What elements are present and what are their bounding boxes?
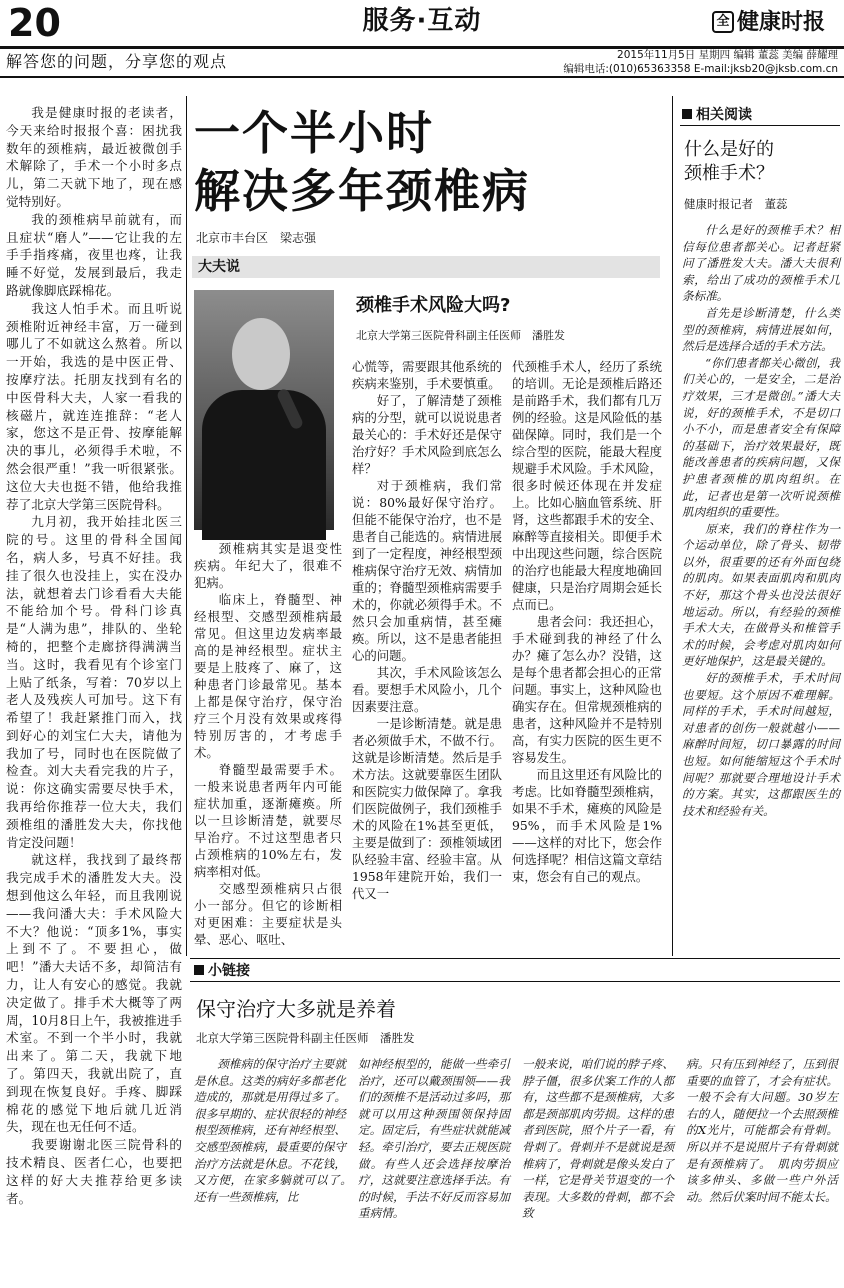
doctor-col-a-paragraph: 脊髓型最需要手术。一般来说患者两年内可能症状加重，逐渐瘫痪。所以一旦诊断清楚，就要尽早治疗。不过这型患者只占颈椎病的10%左右，发病率相对低。	[194, 762, 342, 879]
right-divider	[672, 96, 673, 956]
doctor-photo	[194, 290, 334, 530]
related-paragraph: 好的颈椎手术，手术时间也要短。这个原因不难理解。同样的手术，手术时间越短，对患者的创伤一般就越小——麻醉时间短，切口暴露的时间也短。如何能缩短这个手术时间呢？那就要合理地设计手术的方案。其实，这都跟医生的技术和经验有关。	[682, 671, 840, 818]
logo-mark-icon: 全	[712, 11, 734, 33]
bottom-column: 病。只有压到神经了，压到很重要的血管了，才会有症状。一般不会有大问题。30岁左右的人，随便拉一个去照颈椎的X光片，可能都会有骨刺。所以并不是说照片子有骨刺就是有颈椎病了。 肌肉劳损应该多伸头、多做一些户外活动。然后伏案时间不能太长。	[686, 1057, 838, 1204]
column-divider	[186, 96, 187, 956]
left-column-paragraph: 我要谢谢北医三院骨科的技术精良、医者仁心，也要把这样的好大夫推荐给更多读者。	[6, 1137, 182, 1206]
subheader-rule	[0, 76, 844, 78]
bottom-article-byline: 北京大学第三医院骨科副主任医师 潘胜发	[196, 1031, 415, 1045]
left-column-paragraph: 九月初，我开始挂北医三院的号。这里的骨科全国闻名，病人多，号真不好挂。我挂了很久也没挂上，实在没办法，就想着去门诊看看大夫能不能给加个号。骨科门诊真是“人满为患”，排队的、坐轮椅的，把整个走廊挤得满满当当。这时，我看见有个诊室门上贴了纸条，写着：70岁以上老人及残疾人可加号。这下有希望了！我赶紧推门而入，找到好心的刘宝仁大夫，请他为我加了号，同时也在医院做了检查。刘大夫看完我的片子，说：你这确实需要尽快手术，我再给你推荐一位大夫，我们颈椎组的潘胜发大夫，你找他肯定没问题！	[6, 514, 182, 850]
doctor-col-b-paragraph: 心慌等，需要跟其他系统的疾病来鉴别，手术要慎重。	[352, 359, 502, 391]
doctor-article-byline: 北京大学第三医院骨科副主任医师 潘胜发	[356, 329, 565, 342]
left-column-paragraph: 我这人怕手术。而且听说颈椎附近神经丰富，万一碰到哪儿了不如就这么熬着。所以一开始，我选的是中医正骨、按摩疗法。托朋友找到有名的中医骨科大夫，人家一看我的核磁片，就连连推辞：“老人家，您这不是正骨、按摩能解决的事儿，必须得手术啦，不然会很严重！”我一听很紧张。这位大夫也挺不错，他给我推荐了北京大学第三医院骨科。	[6, 300, 182, 512]
related-byline: 健康时报记者 董蕊	[684, 197, 788, 211]
bottom-column: 如神经根型的，能做一些牵引治疗，还可以戴颈围领——我们的颈椎不是活动过多吗，那就可以用这种颈围领保持固定。固定后，有些症状就能减轻。牵引治疗，要去正规医院做。有些人还会选择按摩治疗，这就要注意选择手法。有的时候，手法不好反而容易加重病情。	[358, 1057, 510, 1221]
edition-info	[560, 48, 838, 76]
bottom-article-body	[194, 1056, 840, 1282]
doctor-col-c-paragraph: 而且这里还有风险比的考虑。比如脊髓型颈椎病，如果不手术，瘫痪的风险是95%，而手术风险是1%——这样的对比下，您会作何选择呢？相信这篇文章结束，您会有自己的观点。	[512, 767, 662, 884]
mini-link-label: 小链接	[190, 960, 840, 982]
photo-body	[202, 390, 326, 540]
bottom-top-rule	[190, 958, 840, 959]
square-bullet-icon	[682, 109, 692, 119]
related-article-body	[682, 222, 840, 956]
photo-head	[232, 318, 290, 390]
doctor-col-c-paragraph: 代颈椎手术人，经历了系统的培训。无论是颈椎后路还是前路手术，我们都有几万例的经验。这是风险低的基础保障。同时，我们是一个综合型的医院，能最大程度规避手术风险。手术风险，很多时候还体现在并发症上。比如心脑血管系统、肝肾，这些都跟手术的安全、麻醉等直接相关。即便手术中出现这些问题，综合医院的治疗也能最大程度地确回健康，只是治疗周期会延长点而已。	[512, 359, 662, 612]
doctor-article-col-1	[194, 540, 342, 958]
left-column-paragraph: 就这样，我找到了最终帮我完成手术的潘胜发大夫。没想到他这么年轻，而且我刚说——我问潘大夫：手术风险大不大？他说：“顶多1%，事实上到不了。不要担心，做吧！”潘大夫话不多，却简洁有力，让人有安心的感觉。我就决定做了。排手术大概等了两周，10月8日上午，我被推进手术室。不到一个半小时，我就出来了。第二天，我就下地了。第四天，我就出院了，直到现在恢复良好。手疼、脚踩棉花的感觉下地后就几近消失，现在也无任何不适。	[6, 852, 182, 1135]
reader-letter-column	[6, 104, 182, 1280]
doctor-col-a-paragraph: 临床上，脊髓型、神经根型、交感型颈椎病最常见。但这里边发病率最高的是神经根型。症状主要是上肢疼了、麻了，这种患者门诊最常见。基本上都是保守治疗，保守治疗三个月没有效果或疼得特别厉害的，才考虑手术。	[194, 592, 342, 760]
doctor-col-a-paragraph: 颈椎病其实是退变性疾病。年纪大了，很难不犯病。	[194, 541, 342, 590]
related-paragraph: “你们患者都关心微创，我们关心的，一是安全，二是治疗效果，三才是微创。”潘大夫说，好的颈椎手术，不是切口小不小，而是患者安全有保障的基础下，治疗效果最好，既能改善患者的疾病问题，又保护患者颈椎的肌肉组织。在此，记者也是第一次听说颈椎肌肉组织的重要性。	[682, 355, 840, 520]
doctor-col-b-paragraph: 一是诊断清楚。就是患者必须做手术，不做不行。这就是诊断清楚。然后是手术方法。这就要靠医生团队和医院实力做保障了。拿我们医院做例子，我们颈椎手术的风险在1%甚至更低，主要是做到了：颈椎领域团队经验丰富、经验丰富。从1958年建院开始，我们一代又一	[352, 716, 502, 901]
section-tagline: 解答您的问题，分享您的观点	[6, 52, 228, 71]
section-title: 服务·互动	[362, 6, 482, 36]
square-bullet-icon	[194, 965, 204, 975]
logo-text: 健康时报	[737, 9, 826, 35]
headline-line-2: 解决多年颈椎病	[194, 164, 530, 218]
doctor-col-c-paragraph: 患者会问：我还担心，手术碰到我的神经了什么办？瘫了怎么办？没错，这是每个患者都会担心的正常问题。事实上，这种风险也确实存在。但常规颈椎病的患者，这种风险并不是特别高，有实力医院的医生更不容易发生。	[512, 614, 662, 765]
newspaper-logo	[712, 8, 825, 36]
bottom-column: 一般来说，咱们说的脖子疼、脖子僵，很多伏案工作的人都有，这些都不是颈椎病，大多都是颈部肌肉劳损。这样的患者到医院，照个片子一看，有骨刺了。骨刺并不是就说是颈椎病了，骨刺就是像头发白了一样，它是骨关节退变的一个表现。大多数的骨刺，都不会致	[522, 1057, 674, 1221]
left-column-paragraph: 我是健康时报的老读者，今天来给时报报个喜：困扰我数年的颈椎病，最近被微创手术解除了，手术一个小时多点儿，第二天就下地了，现在感觉特别好。	[6, 105, 182, 209]
headline-byline: 北京市丰台区 梁志强	[196, 231, 317, 245]
doctor-article-title: 颈椎手术风险大吗?	[356, 295, 511, 316]
doctor-section-label: 大夫说	[192, 256, 660, 278]
bottom-article-title: 保守治疗大多就是养着	[196, 997, 396, 1021]
doctor-article-col-3	[512, 358, 662, 958]
doctor-col-b-paragraph: 其次，手术风险该怎么看。要想手术风险小，几个因素要注意。	[352, 665, 502, 714]
page-number: 20	[8, 1, 61, 45]
related-paragraph: 什么是好的颈椎手术？相信每位患者都关心。记者赶紧问了潘胜发大夫。潘大夫很利索，给出了成功的颈椎手术几条标准。	[682, 223, 840, 304]
left-column-paragraph: 我的颈椎病早前就有，而且症状“磨人”——它让我的左手手指疼痛，夜里也疼，让我睡不好觉，发展到最后，我走路就像脚底踩棉花。	[6, 211, 182, 298]
bottom-column: 颈椎病的保守治疗主要就是休息。这类的病好多都老化造成的，那就是用得过多了。很多早期的、症状很轻的神经根型颈椎病，还有神经根型、交感型颈椎病，最重要的保守治疗方法就是休息。不花钱，又方便，在家多躺就可以了。 还有一些颈椎病，比	[194, 1057, 358, 1204]
doctor-col-a-paragraph: 交感型颈椎病只占很小一部分。但它的诊断相对更困难：主要症状是头晕、恶心、呕吐、	[194, 881, 342, 947]
edition-date-editors: 2015年11月5日 星期四 编辑 董蕊 美编 薛耀理	[617, 49, 838, 61]
doctor-col-b-paragraph: 好了，了解清楚了颈椎病的分型，就可以说说患者最关心的：手术好还是保守治疗好？手术风险到底怎么样？	[352, 393, 502, 476]
main-headline	[194, 104, 674, 220]
related-paragraph: 首先是诊断清楚，什么类型的颈椎病，病情进展如何，然后是选择合适的手术方法。	[682, 305, 840, 354]
headline-line-1: 一个半小时	[194, 106, 434, 160]
doctor-article-col-2	[352, 358, 502, 958]
doctor-col-b-paragraph: 对于颈椎病，我们常说：80%最好保守治疗。但能不能保守治疗，也不是患者自己能选的。病情进展到了一定程度，神经根型颈椎病保守治疗无效、病情加重的；脊髓型颈椎病需要手术的，你就必须得手术。不然只会加重病情，甚至瘫痪。所以，这不是患者能担心的问题。	[352, 478, 502, 663]
related-title: 什么是好的 颈椎手术？	[684, 139, 774, 184]
related-reading-label: 相关阅读	[680, 104, 840, 126]
edition-contact: 编辑电话:(010)65363358 E-mail:jksb20@jksb.com.cn	[563, 63, 838, 75]
related-paragraph: 原来，我们的脊柱作为一个运动单位，除了骨头、韧带以外，很重要的还有外面包绕的肌肉。如果表面肌肉和肌肉不好，那这个骨头也没法很好地运动。所以，有经验的颈椎手术大夫，在做骨头和椎管手术的时候，会考虑对肌肉如何更好地保护，这是最关键的。	[682, 521, 840, 669]
